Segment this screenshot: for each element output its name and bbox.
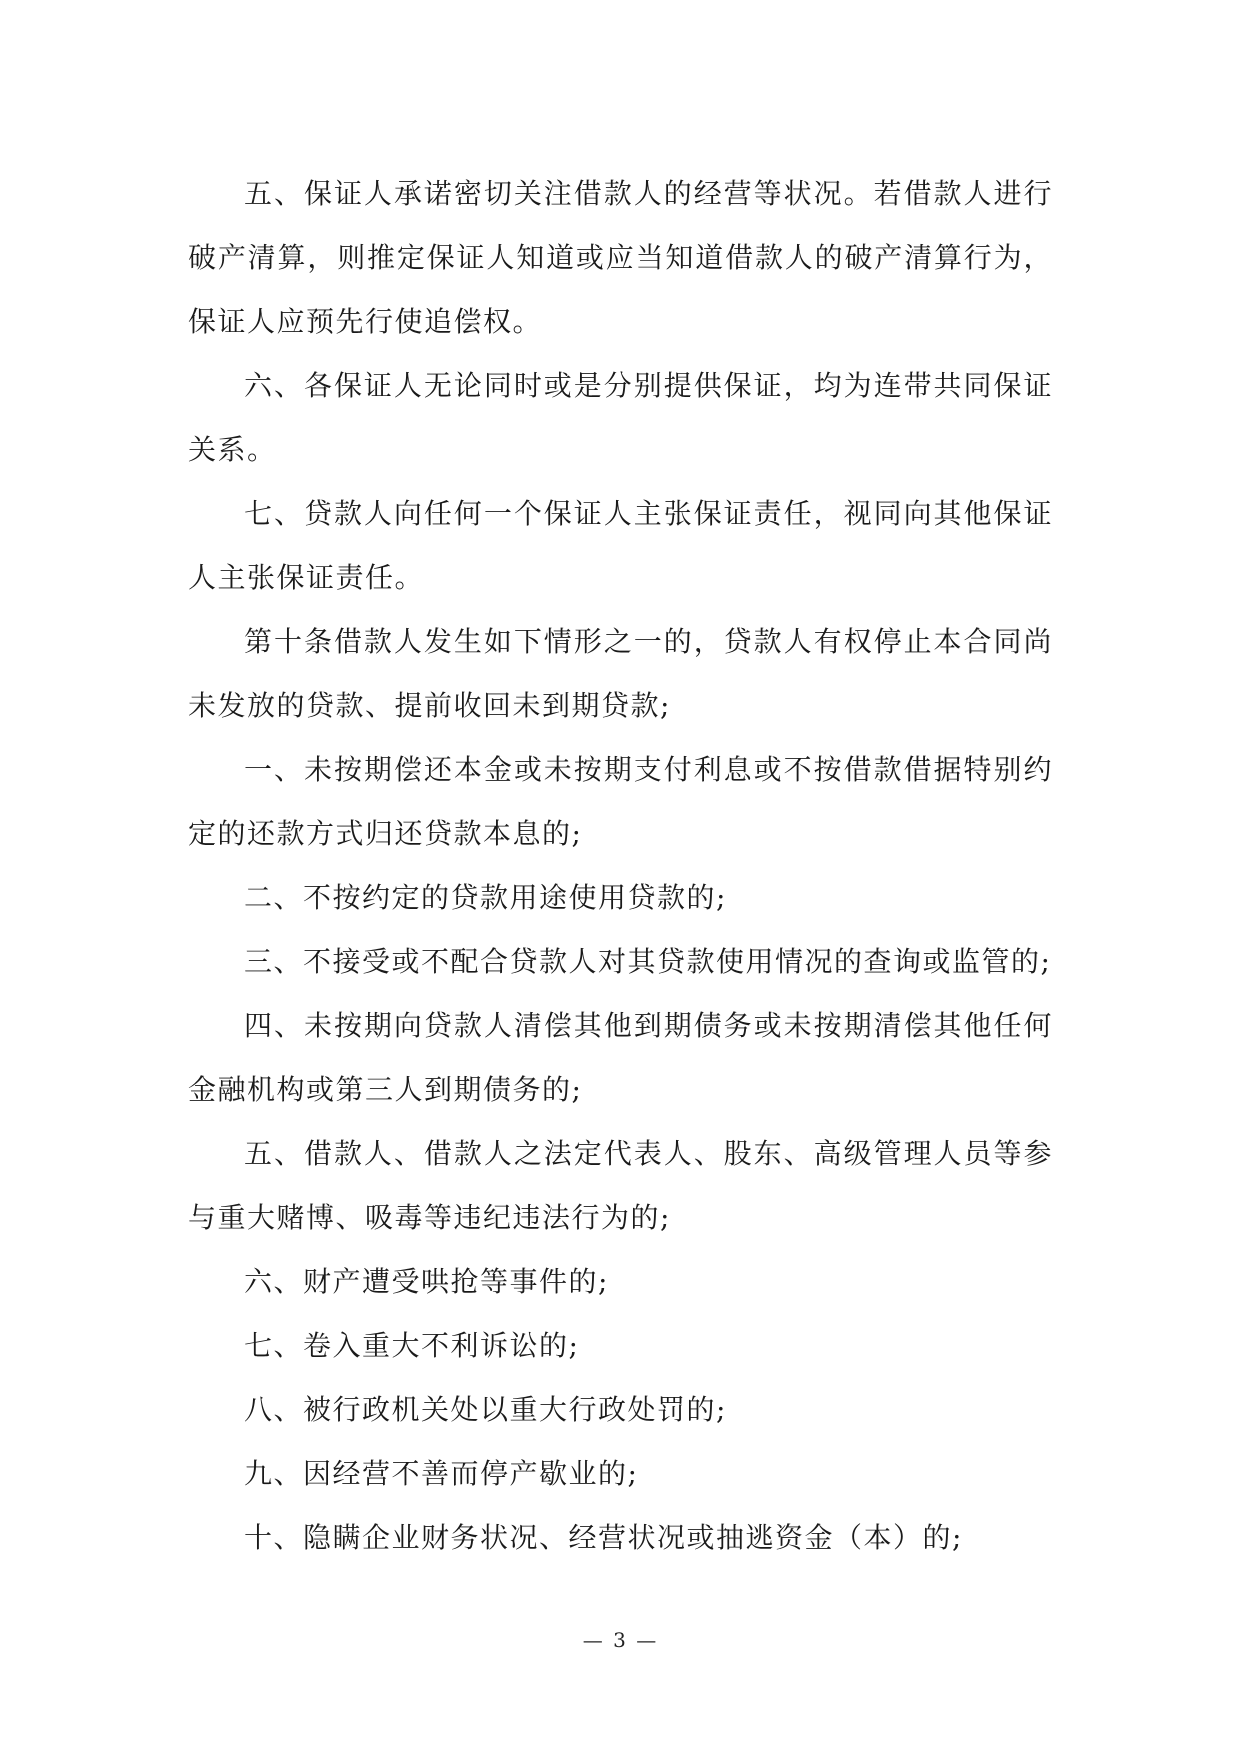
list-item: 七、卷入重大不利诉讼的;	[244, 1329, 580, 1362]
document-body	[188, 162, 1053, 1570]
list-item: 四、未按期向贷款人清偿其他到期债务或未按期清偿其他任何金融机构或第三人到期债务的;	[188, 1009, 1053, 1106]
page-number: — 3 —	[582, 1628, 659, 1652]
list-item: 二、不按约定的贷款用途使用贷款的;	[244, 881, 727, 914]
paragraph-claim-liability: 七、贷款人向任何一个保证人主张保证责任，视同向其他保证人主张保证责任。	[188, 497, 1053, 594]
list-item: 一、未按期偿还本金或未按期支付利息或不按借款借据特别约定的还款方式归还贷款本息的;	[188, 753, 1053, 850]
list-item: 十、隐瞒企业财务状况、经营状况或抽逃资金（本）的;	[244, 1521, 963, 1554]
list-item: 八、被行政机关处以重大行政处罚的;	[244, 1393, 727, 1426]
paragraph-guarantor-monitoring: 五、保证人承诺密切关注借款人的经营等状况。若借款人进行破产清算，则推定保证人知道或应当知道借款人的破产清算行为，保证人应预先行使追偿权。	[188, 177, 1053, 338]
list-item: 六、财产遭受哄抢等事件的;	[244, 1265, 609, 1298]
list-item: 五、借款人、借款人之法定代表人、股东、高级管理人员等参与重大赌博、吸毒等违纪违法行为的;	[188, 1137, 1053, 1234]
list-item: 九、因经营不善而停产歇业的;	[244, 1457, 639, 1490]
paragraph-joint-guarantee: 六、各保证人无论同时或是分别提供保证，均为连带共同保证关系。	[188, 369, 1053, 466]
paragraph-article-ten: 第十条借款人发生如下情形之一的，贷款人有权停止本合同尚未发放的贷款、提前收回未到期贷款;	[188, 625, 1053, 722]
list-item: 三、不接受或不配合贷款人对其贷款使用情况的查询或监管的;	[244, 945, 1052, 978]
